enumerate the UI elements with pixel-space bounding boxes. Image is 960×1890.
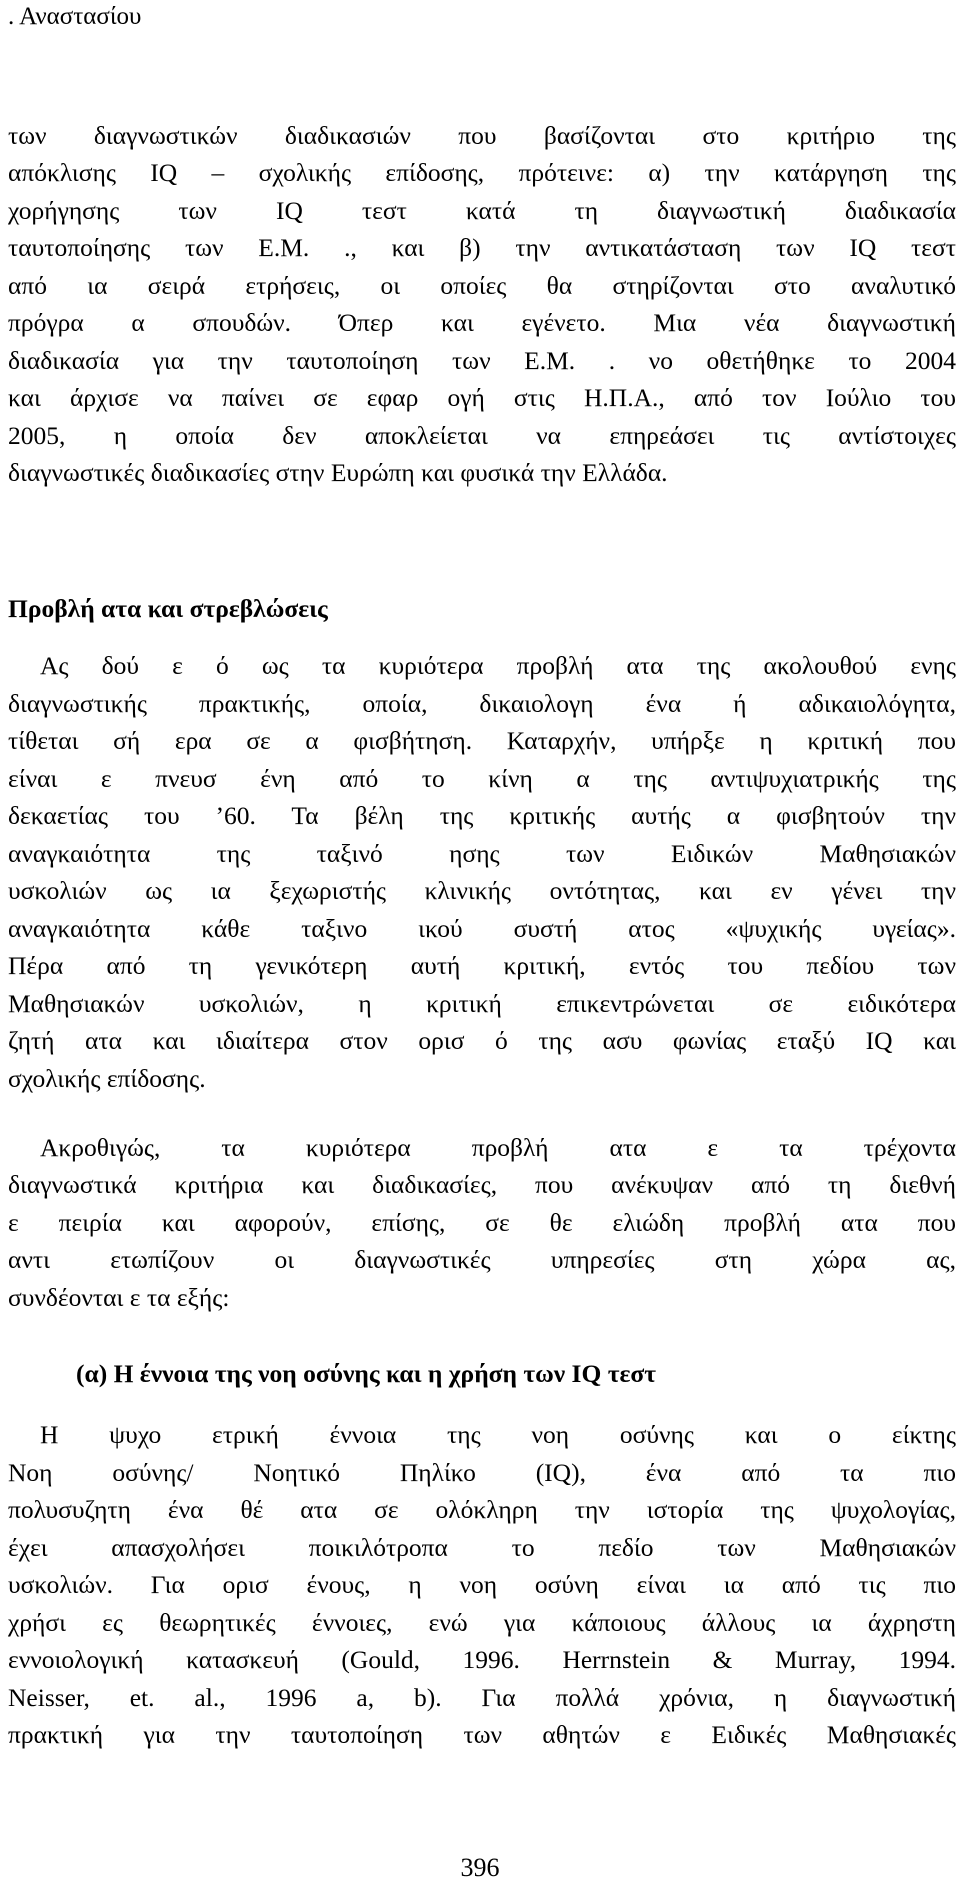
text-line: Πέρα από τη γενικότερη αυτή κριτική, εντός του πεδίου των: [8, 951, 956, 980]
text-line: έχει απασχολήσει ποικιλότροπα το πεδίο των Μαθησιακών: [8, 1533, 956, 1562]
text-line: ε πειρία και αφορούν, επίσης, σε θε ελιώδη προβλή ατα που: [8, 1208, 956, 1237]
text-line: αντι ετωπίζουν οι διαγνωστικές υπηρεσίες στη χώρα ας,: [8, 1245, 956, 1274]
text-line: αναγκαιότητα της ταξινό ησης των Ειδικών Μαθησιακών: [8, 839, 956, 868]
text-line: πολυσυζητη ένα θέ ατα σε ολόκληρη την ιστορία της ψυχολογίας,: [8, 1495, 956, 1524]
text-line: συνδέονται ε τα εξής:: [8, 1283, 230, 1312]
section-heading: Προβλή ατα και στρεβλώσεις: [8, 594, 328, 623]
text-line: εννοιολογική κατασκευή (Gould, 1996. Herrnstein & Murray, 1994.: [8, 1645, 956, 1674]
text-line: των διαγνωστικών διαδικασιών που βασίζονται στο κριτήριο της: [8, 121, 956, 150]
text-line: αναγκαιότητα κάθε ταξινο ικού συστή ατος «ψυχικής υγείας».: [8, 914, 956, 943]
text-line: σχολικής επίδοσης.: [8, 1064, 206, 1093]
text-line: απόκλισης IQ – σχολικής επίδοσης, πρότεινε: α) την κατάργηση της: [8, 158, 956, 187]
text-line: Νοη οσύνης/ Νοητικό Πηλίκο (IQ), ένα από τα πιο: [8, 1458, 956, 1487]
text-line: διαγνωστικής πρακτικής, οποία, δικαιολογη ένα ή αδικαιολόγητα,: [8, 689, 956, 718]
text-line: δεκαετίας του ’60. Τα βέλη της κριτικής αυτής α φισβητούν την: [8, 801, 956, 830]
text-line: και άρχισε να παίνει σε εφαρ ογή στις Η.Π.Α., από τον Ιούλιο του: [8, 383, 956, 412]
text-line: Ας δού ε ό ως τα κυριότερα προβλή ατα της ακολουθού ενης: [40, 651, 956, 680]
text-line: από ια σειρά ετρήσεις, οι οποίες θα στηρίζονται στο αναλυτικό: [8, 271, 956, 300]
page-number: 396: [460, 1853, 500, 1882]
running-header: . Αναστασίου: [8, 3, 142, 30]
text-line: τίθεται σή ερα σε α φισβήτηση. Καταρχήν, υπήρξε η κριτική που: [8, 726, 956, 755]
text-line: πρόγρα α σπουδών. Όπερ και εγένετο. Μια νέα διαγνωστική: [8, 308, 956, 337]
text-line: πρακτική για την ταυτοποίηση των αθητών ε Ειδικές Μαθησιακές: [8, 1720, 956, 1749]
text-line: Μαθησιακών υσκολιών, η κριτική επικεντρώνεται σε ειδικότερα: [8, 989, 956, 1018]
text-line: χορήγησης των IQ τεστ κατά τη διαγνωστική διαδικασία: [8, 196, 956, 225]
text-line: 2005, η οποία δεν αποκλείεται να επηρεάσει τις αντίστοιχες: [8, 421, 956, 450]
text-line: υσκολιών ως ια ξεχωριστής κλινικής οντότητας, και εν γένει την: [8, 876, 956, 905]
text-line: διαδικασία για την ταυτοποίηση των Ε.Μ. . νο οθετήθηκε το 2004: [8, 346, 956, 375]
subsection-heading: (α) Η έννοια της νοη οσύνης και η χρήση των IQ τεστ: [76, 1359, 656, 1388]
text-line: είναι ε πνευσ ένη από το κίνη α της αντιψυχιατρικής της: [8, 764, 956, 793]
text-line: Neisser, et. al., 1996 a, b). Για πολλά χρόνια, η διαγνωστική: [8, 1683, 956, 1712]
text-line: Η ψυχο ετρική έννοια της νοη οσύνης και ο είκτης: [40, 1420, 956, 1449]
text-line: Ακροθιγώς, τα κυριότερα προβλή ατα ε τα τρέχοντα: [40, 1133, 956, 1162]
text-line: διαγνωστικές διαδικασίες στην Ευρώπη και φυσικά την Ελλάδα.: [8, 458, 668, 487]
text-line: διαγνωστικά κριτήρια και διαδικασίες, που ανέκυψαν από τη διεθνή: [8, 1170, 956, 1199]
text-line: υσκολιών. Για ορισ ένους, η νοη οσύνη είναι ια από τις πιο: [8, 1570, 956, 1599]
text-line: ταυτοποίησης των Ε.Μ. ., και β) την αντικατάσταση των IQ τεστ: [8, 233, 956, 262]
text-line: χρήσι ες θεωρητικές έννοιες, ενώ για κάποιους άλλους ια άχρηστη: [8, 1608, 956, 1637]
text-line: ζητή ατα και ιδιαίτερα στον ορισ ό της ασυ φωνίας εταξύ IQ και: [8, 1026, 956, 1055]
